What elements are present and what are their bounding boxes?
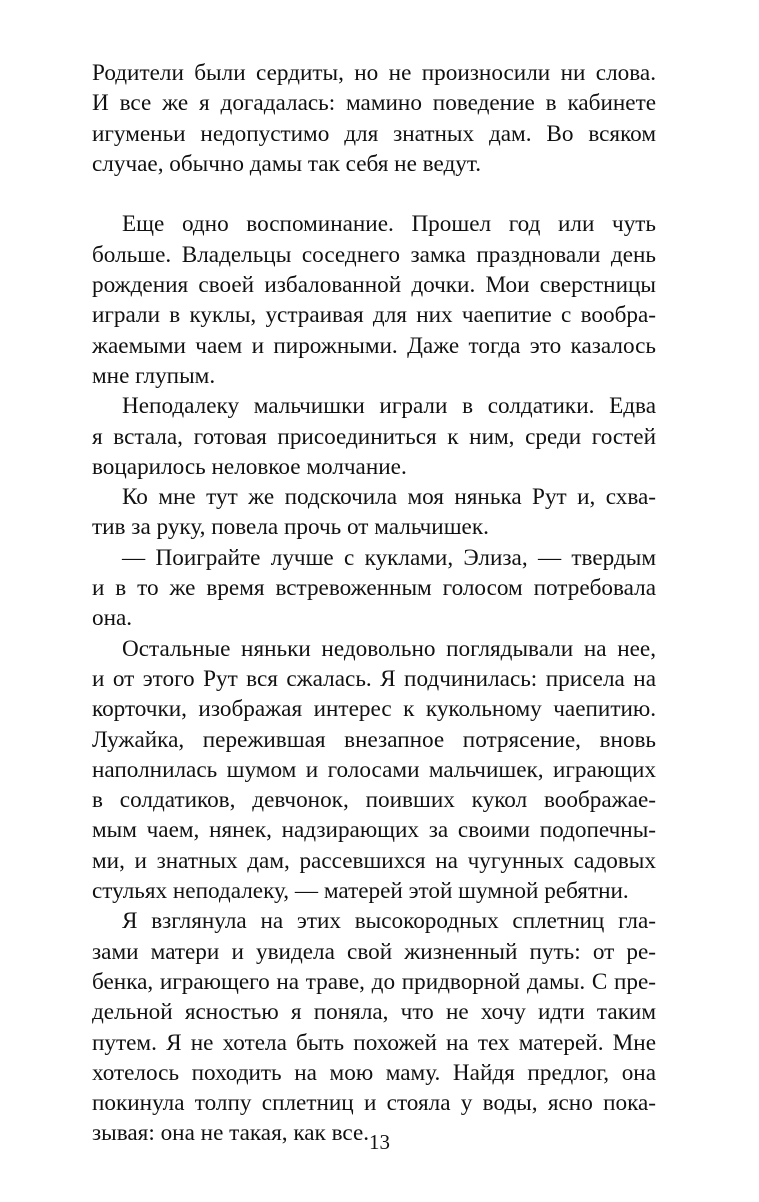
text-line: я встала, готовая присоединиться к ним, среди гостей bbox=[92, 423, 656, 450]
text-line: и в то же время встревоженным голосом потребовала bbox=[92, 575, 656, 602]
text-line: Родители были сердиты, но не произносили ни слова. bbox=[92, 60, 656, 86]
text-line: жаемыми чаем и пирожными. Даже тогда это казалось bbox=[92, 332, 656, 359]
paragraph bbox=[92, 482, 656, 543]
text-line: больше. Владельцы соседнего замка праздновали день bbox=[92, 241, 656, 268]
paragraph bbox=[92, 58, 656, 179]
paragraph bbox=[92, 906, 656, 1148]
text-line: мне глупым. bbox=[92, 362, 216, 389]
text-line: — Поиграйте лучше с куклами, Элиза, — твердым bbox=[122, 544, 656, 571]
text-line: мым чаем, нянек, надзирающих за своими подопечны- bbox=[92, 817, 656, 844]
text-line: покинула толпу сплетниц и стояла у воды, ясно пока- bbox=[92, 1090, 656, 1117]
text-line: зами матери и увидела свой жизненный путь: от ре- bbox=[92, 938, 656, 965]
paragraph bbox=[92, 543, 656, 634]
text-line: и от этого Рут вся сжалась. Я подчинилась: присела на bbox=[92, 665, 656, 692]
text-line: тив за руку, повела прочь от мальчишек. bbox=[92, 514, 489, 541]
text-line: случае, обычно дамы так себя не ведут. bbox=[92, 150, 482, 177]
text-line: И все же я догадалась: мамино поведение в кабинете bbox=[92, 90, 656, 117]
text-line: дельной ясностью я поняла, что не хочу идти таким bbox=[92, 999, 656, 1026]
text-line: воцарилось неловкое молчание. bbox=[92, 453, 407, 480]
body-text bbox=[92, 58, 656, 1149]
text-line: стульях неподалеку, — матерей этой шумной ребятни. bbox=[92, 878, 629, 905]
paragraph bbox=[92, 209, 656, 391]
text-line: зывая: она не такая, как все. bbox=[92, 1120, 370, 1147]
text-line: Остальные няньки недовольно поглядывали на нее, bbox=[122, 635, 656, 662]
text-line: игуменьи недопустимо для знатных дам. Во всяком bbox=[92, 120, 656, 147]
text-line: Неподалеку мальчишки играли в солдатики. Едва bbox=[122, 393, 656, 420]
text-line: в солдатиков, девчонок, поивших кукол воображае- bbox=[92, 787, 656, 814]
text-line: ми, и знатных дам, рассевшихся на чугунных садовых bbox=[92, 847, 656, 874]
text-line: путем. Я не хотела быть похожей на тех матерей. Мне bbox=[92, 1029, 656, 1056]
text-line: бенка, играющего на траве, до придворной дамы. С пре- bbox=[92, 968, 656, 995]
text-line: она. bbox=[92, 605, 133, 632]
paragraph bbox=[92, 634, 656, 907]
text-line: играли в куклы, устраивая для них чаепитие с вообра- bbox=[92, 302, 656, 329]
text-line: Лужайка, пережившая внезапное потрясение, вновь bbox=[92, 726, 656, 753]
paragraph bbox=[92, 391, 656, 482]
text-line: корточки, изображая интерес к кукольному чаепитию. bbox=[92, 696, 656, 723]
text-line: Еще одно воспоминание. Прошел год или чуть bbox=[122, 211, 656, 238]
text-line: наполнилась шумом и голосами мальчишек, играющих bbox=[92, 756, 656, 783]
text-line: рождения своей избалованной дочки. Мои сверстницы bbox=[92, 272, 656, 299]
text-line: хотелось походить на мою маму. Найдя предлог, она bbox=[92, 1059, 656, 1086]
paragraph-gap bbox=[92, 179, 656, 209]
text-line: Ко мне тут же подскочила моя нянька Рут и, схва- bbox=[122, 484, 656, 511]
text-line: Я взглянула на этих высокородных сплетниц гла- bbox=[122, 908, 656, 935]
page-number: 13 bbox=[369, 1130, 390, 1154]
